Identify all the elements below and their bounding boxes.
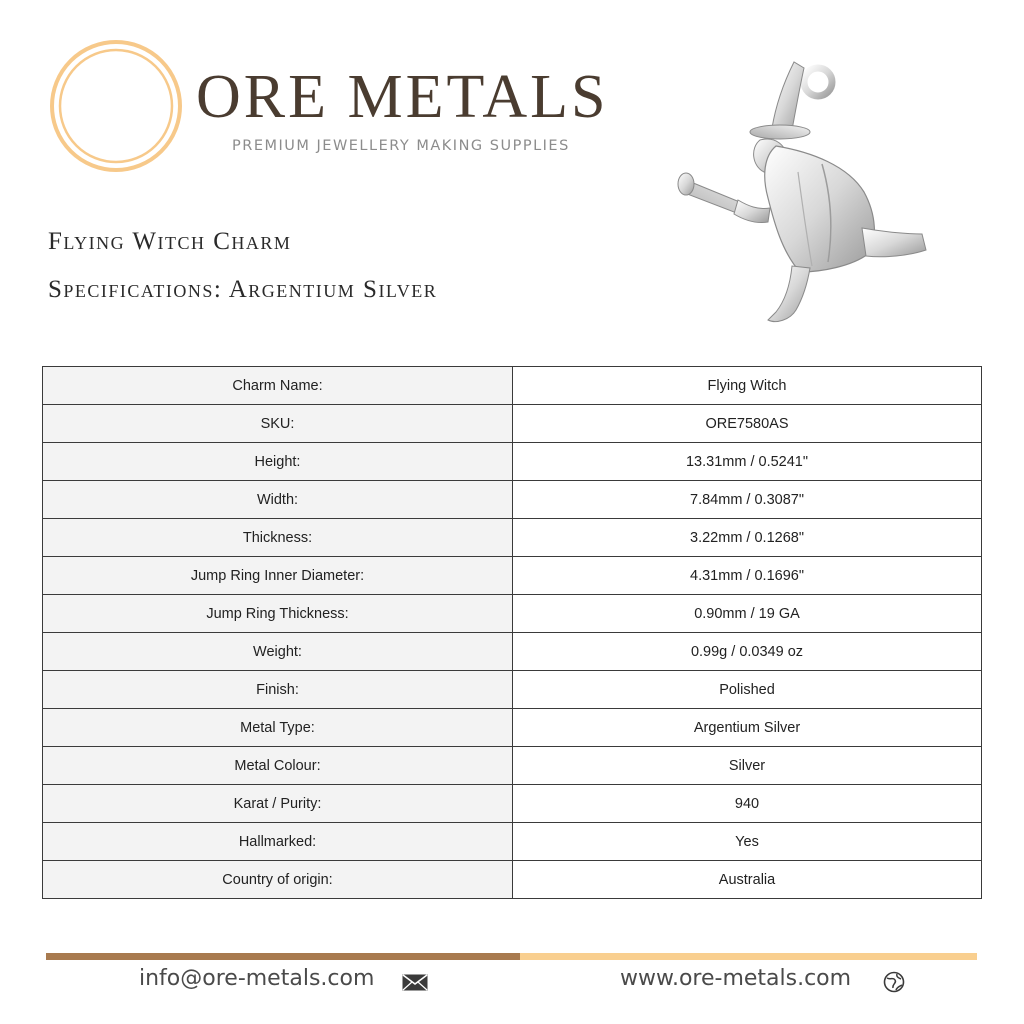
spec-value: Polished — [513, 671, 982, 709]
table-row — [43, 595, 982, 633]
spec-label: Width: — [43, 481, 513, 519]
spec-value: 940 — [513, 785, 982, 823]
spec-label: Thickness: — [43, 519, 513, 557]
spec-value: Silver — [513, 747, 982, 785]
spec-label: Weight: — [43, 633, 513, 671]
spec-value: Flying Witch — [513, 367, 982, 405]
table-row — [43, 519, 982, 557]
table-row — [43, 481, 982, 519]
spec-label: Finish: — [43, 671, 513, 709]
spec-label: Hallmarked: — [43, 823, 513, 861]
product-specifications-heading: Specifications: Argentium Silver — [48, 276, 438, 303]
spec-value: 0.90mm / 19 GA — [513, 595, 982, 633]
spec-value: 0.99g / 0.0349 oz — [513, 633, 982, 671]
spec-value: 7.84mm / 0.3087" — [513, 481, 982, 519]
table-row — [43, 367, 982, 405]
spec-value: 3.22mm / 0.1268" — [513, 519, 982, 557]
logo-rings — [48, 38, 184, 174]
specifications-table — [42, 366, 982, 899]
spec-value: Australia — [513, 861, 982, 899]
table-row — [43, 557, 982, 595]
spec-label: Country of origin: — [43, 861, 513, 899]
table-row — [43, 709, 982, 747]
spec-value: Argentium Silver — [513, 709, 982, 747]
table-row — [43, 443, 982, 481]
table-row — [43, 861, 982, 899]
brand-tagline: PREMIUM JEWELLERY MAKING SUPPLIES — [232, 138, 570, 154]
flying-witch-charm-image — [672, 52, 944, 334]
globe-icon — [883, 971, 905, 993]
spec-label: Metal Colour: — [43, 747, 513, 785]
spec-label: Charm Name: — [43, 367, 513, 405]
contact-email[interactable]: info@ore-metals.com — [139, 966, 375, 991]
spec-value: 4.31mm / 0.1696" — [513, 557, 982, 595]
envelope-icon — [402, 974, 428, 991]
spec-label: Metal Type: — [43, 709, 513, 747]
spec-label: Jump Ring Thickness: — [43, 595, 513, 633]
table-row — [43, 785, 982, 823]
table-row — [43, 823, 982, 861]
spec-value: ORE7580AS — [513, 405, 982, 443]
table-row — [43, 671, 982, 709]
spec-label: Height: — [43, 443, 513, 481]
spec-label: SKU: — [43, 405, 513, 443]
footer-divider-right — [520, 953, 977, 960]
spec-value: 13.31mm / 0.5241" — [513, 443, 982, 481]
footer-divider-left — [46, 953, 520, 960]
table-row — [43, 405, 982, 443]
spec-label: Jump Ring Inner Diameter: — [43, 557, 513, 595]
table-row — [43, 633, 982, 671]
product-title: Flying Witch Charm — [48, 228, 292, 255]
spec-label: Karat / Purity: — [43, 785, 513, 823]
brand-name: ORE METALS — [196, 63, 609, 131]
contact-website[interactable]: www.ore-metals.com — [620, 966, 852, 991]
spec-value: Yes — [513, 823, 982, 861]
table-row — [43, 747, 982, 785]
